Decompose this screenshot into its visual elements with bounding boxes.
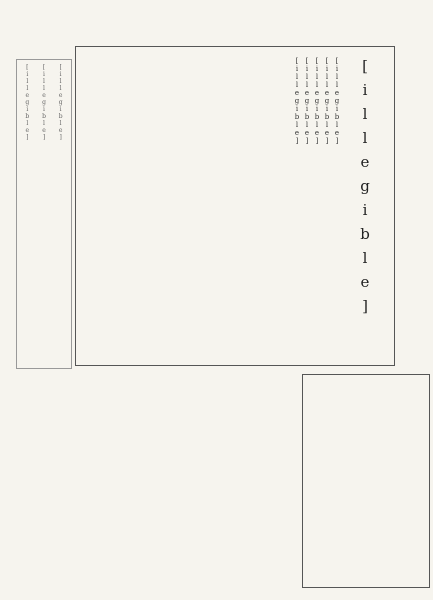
right-box <box>302 374 430 588</box>
afterword-title: [illegible] <box>356 57 374 321</box>
afterword-column: [illegible] <box>323 57 331 145</box>
afterword-column: [illegible] <box>293 57 301 145</box>
left-column-line: [illegible] <box>57 64 65 141</box>
notice-block <box>30 380 300 580</box>
afterword-column: [illegible] <box>333 57 341 145</box>
afterword-box <box>75 46 395 366</box>
afterword-column: [illegible] <box>313 57 321 145</box>
left-column-line: [illegible] <box>40 64 48 141</box>
left-column-box <box>16 59 72 369</box>
afterword-body <box>92 57 342 357</box>
left-column-line: [illegible] <box>23 64 31 141</box>
afterword-column: [illegible] <box>303 57 311 145</box>
